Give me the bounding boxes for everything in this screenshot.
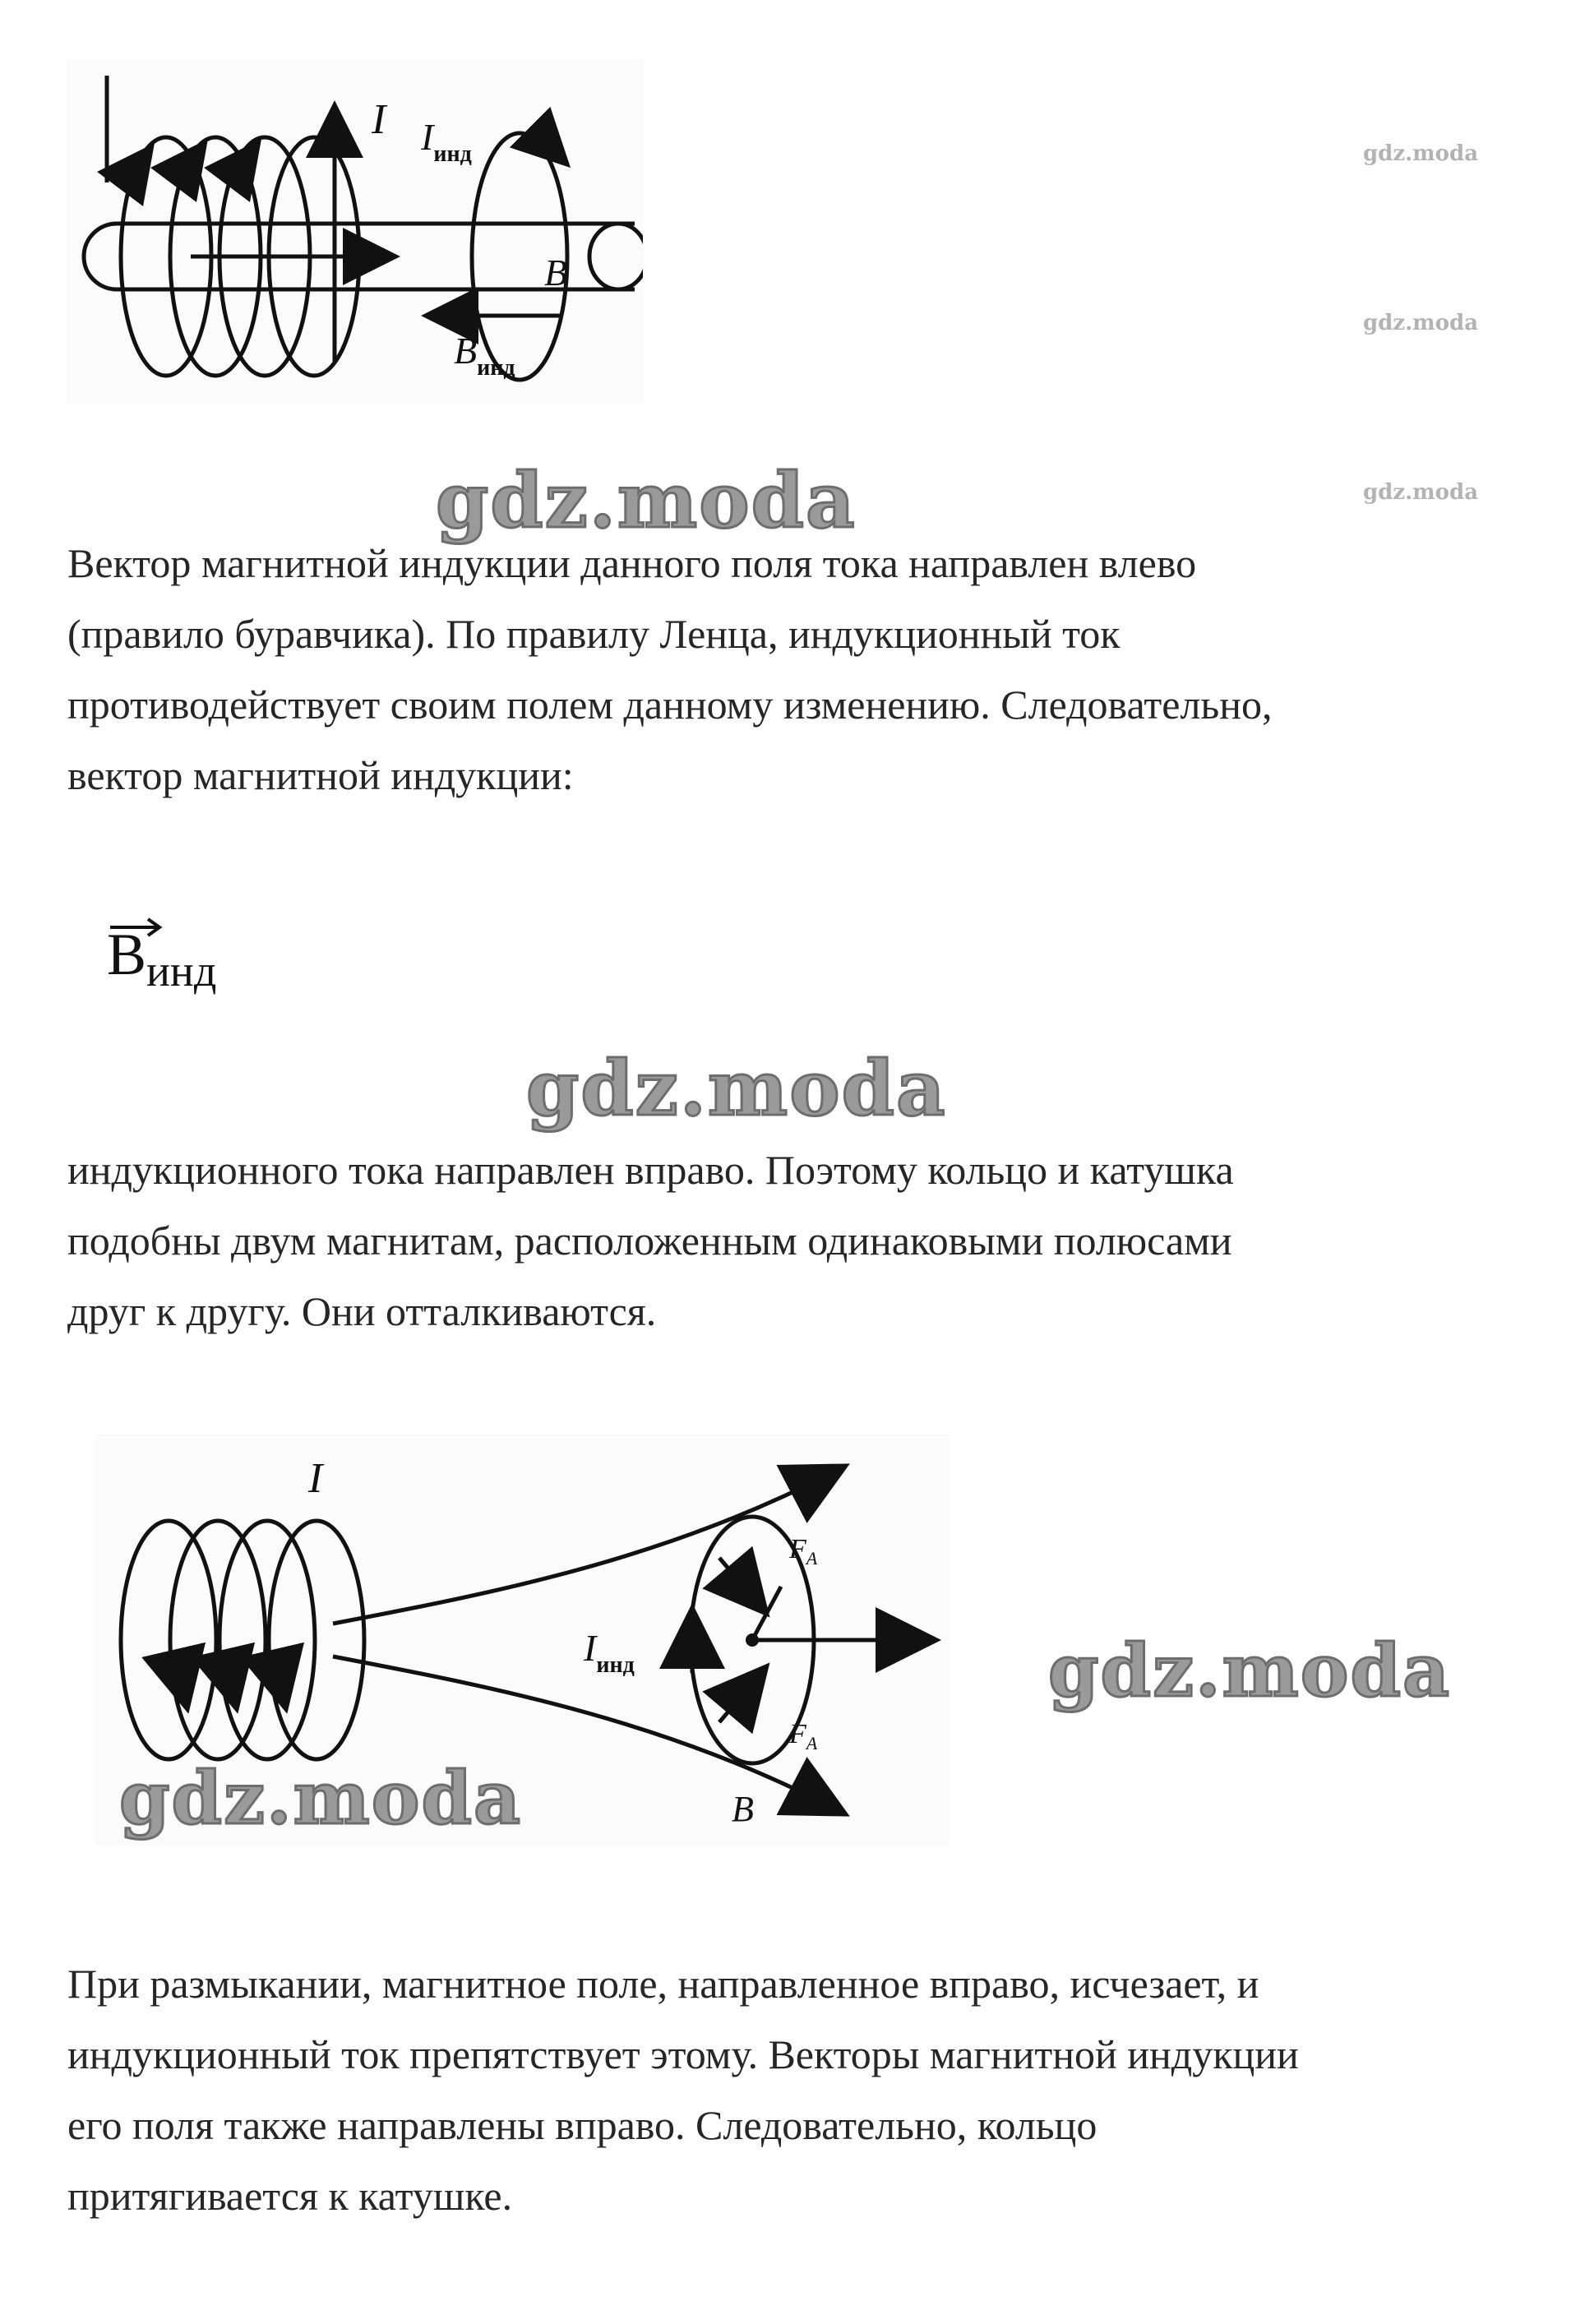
formula-sub: инд: [146, 946, 217, 996]
fig2-label-I: I: [308, 1455, 323, 1502]
fig1-label-I-ind: $I_{инд}$: [421, 116, 472, 167]
paragraph-2-line-1: индукционного тока направлен вправо. Поэтому кольцо и катушка: [67, 1147, 1234, 1193]
figure-coil-ring-1: [67, 59, 643, 404]
watermark-big-4: gdz.moda: [119, 1755, 523, 1841]
watermark-small-2: gdz.moda: [1363, 311, 1479, 335]
fig1-label-B: B: [544, 252, 568, 293]
force-bottom: [719, 1669, 765, 1722]
paragraph-2: [67, 1134, 1531, 1347]
rod-left-cap: [84, 224, 117, 289]
fig1-label-I: I: [372, 96, 386, 143]
fig2-label-F-top: $F_A$: [789, 1534, 818, 1569]
paragraph-2-line-3: друг к другу. Они отталкиваются.: [67, 1288, 657, 1334]
rod-right-cap: [589, 224, 643, 289]
paragraph-1-line-2: (правило буравчика). По правилу Ленца, индукционный ток: [67, 611, 1121, 657]
fig2-label-B: B: [732, 1789, 754, 1829]
fig2-label-I-ind: $I_{инд}$: [584, 1627, 635, 1678]
paragraph-3: [67, 1948, 1531, 2231]
paragraph-1: [67, 528, 1531, 811]
watermark-big-1: gdz.moda: [436, 456, 857, 545]
watermark-small-3: gdz.moda: [1363, 480, 1479, 505]
force-top: [719, 1558, 781, 1640]
coil-ring-diagram-1: [67, 59, 643, 404]
watermark-small-1: gdz.moda: [1363, 141, 1479, 166]
formula-main: B: [107, 922, 147, 987]
paragraph-3-line-2: индукционный ток препятствует этому. Векторы магнитной индукции: [67, 2031, 1299, 2077]
formula-b-ind: [107, 921, 217, 996]
paragraph-2-line-2: подобны двум магнитам, расположенным одинаковыми полюсами: [67, 1217, 1232, 1264]
ring2-center-dot: [746, 1633, 759, 1647]
watermark-big-2: gdz.moda: [526, 1044, 947, 1133]
field-line-top: [333, 1467, 843, 1624]
paragraph-3-line-3: его поля также направлены вправо. Следовательно, кольцо: [67, 2102, 1097, 2148]
paragraph-3-line-4: притягивается к катушке.: [67, 2173, 513, 2219]
watermark-big-3: gdz.moda: [1048, 1628, 1452, 1713]
fig1-label-B-ind: $B_{инд}$: [454, 330, 515, 381]
paragraph-3-line-1: При размыкании, магнитное поле, направленное вправо, исчезает, и: [67, 1961, 1259, 2007]
vector-arrow-icon: [107, 916, 164, 940]
paragraph-1-line-4: вектор магнитной индукции:: [67, 752, 574, 798]
paragraph-1-line-1: Вектор магнитной индукции данного поля тока направлен влево: [67, 540, 1197, 586]
paragraph-1-line-3: противодействует своим полем данному изменению. Следовательно,: [67, 681, 1273, 728]
fig2-label-F-bottom: $F_A$: [789, 1719, 818, 1753]
